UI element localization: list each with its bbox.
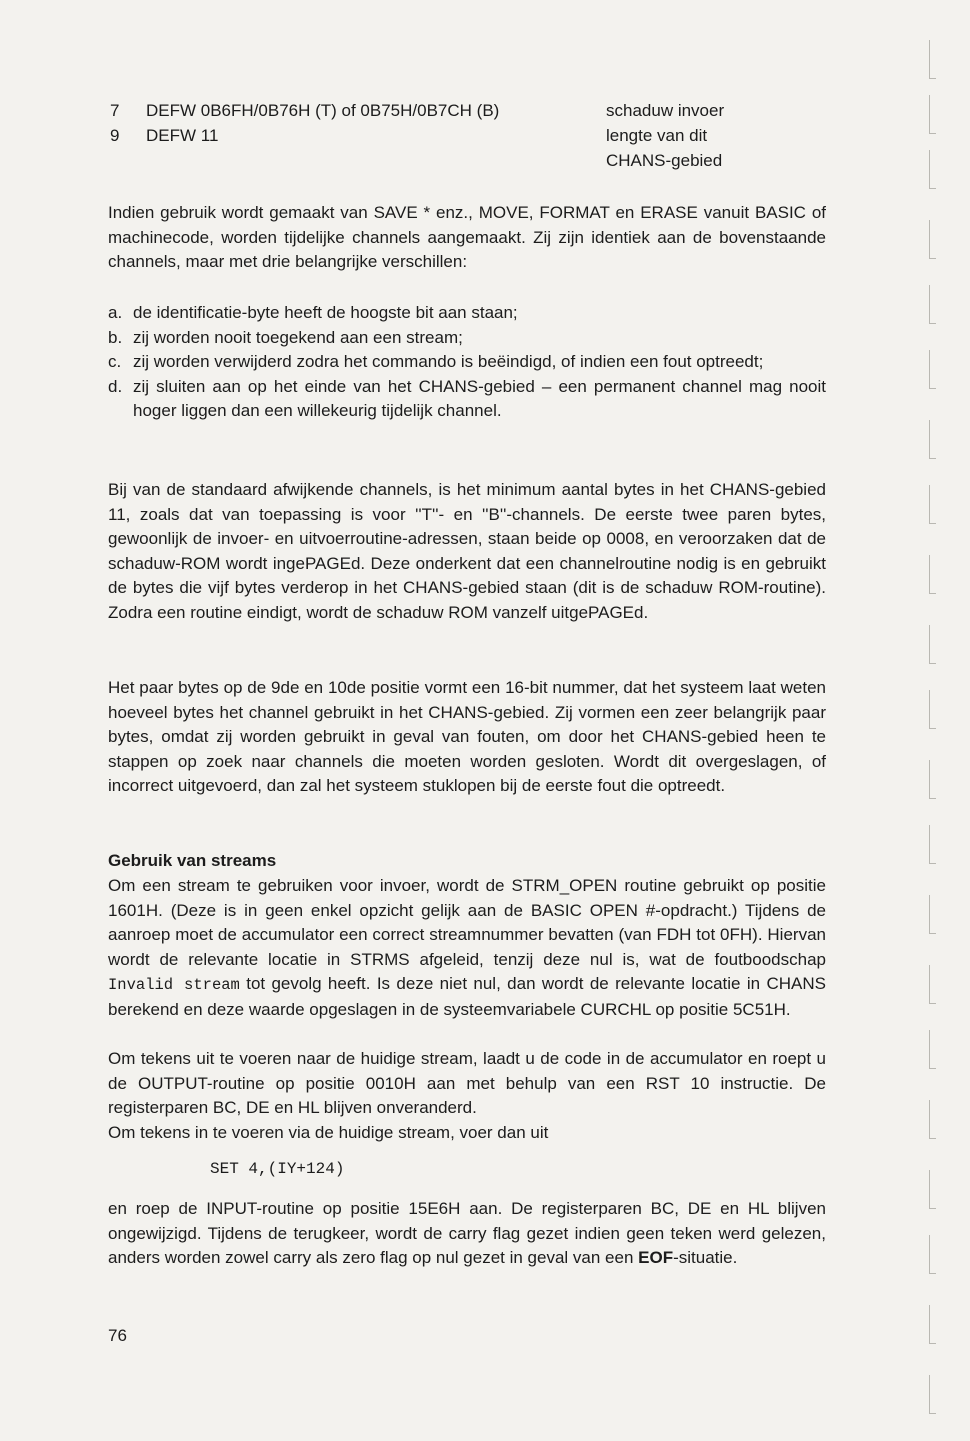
defw-line-continuation: [110, 148, 722, 173]
line-number: 7: [110, 101, 120, 120]
list-item: [108, 326, 826, 351]
streams-paragraph-open: [108, 874, 826, 1022]
list-item-text: zij worden nooit toegekend aan een stream;: [133, 327, 463, 347]
byte-pair-paragraph: Het paar bytes op de 9de en 10de positie vormt een 16-bit nummer, dat het systeem laat weten hoeveel bytes het channel gebruikt in het CHANS-gebied. Zij vormen een zeer belangrijk paar bytes, omdat zij worden gebruikt in geval van fouten, om door het CHANS-gebied heen te stappen op zoek naar channels die moeten worden gesloten. Wordt dit overgeslagen, of incorrect uitgevoerd, dan zal het systeem stuklopen bij de eerste fout die optreedt.: [108, 678, 826, 795]
list-item: [108, 301, 826, 326]
list-marker: a.: [108, 303, 123, 322]
defw-description: schaduw invoer: [606, 101, 725, 120]
streams-paragraph-input: [108, 1197, 826, 1271]
intro-paragraph: Indien gebruik wordt gemaakt van SAVE * enz., MOVE, FORMAT en ERASE vanuit BASIC of machinecode, worden tijdelijke channels aangemaakt. Zij zijn identiek aan de bovenstaande channels, maar met drie belangrijke verschillen:: [108, 203, 826, 271]
list-marker: d.: [108, 376, 123, 396]
defw-description: lengte van dit: [606, 126, 708, 145]
binder-edge: [928, 0, 936, 1441]
list-marker: c.: [108, 352, 122, 371]
defw-line-7: [110, 98, 724, 123]
streams-paragraph-input-intro: Om tekens in te voeren via de huidige stream, voer dan uit: [108, 1123, 549, 1142]
defw-code: DEFW 11: [146, 126, 219, 145]
streams-text: tot gevolg heeft. Is deze niet nul, dan wordt de relevante locatie in CHANS berekend en deze waarde opgeslagen in de systeemvariabele CURCHL op positie 5C51H.: [108, 974, 826, 1019]
code-line: SET 4,(IY+124): [210, 1160, 345, 1178]
streams-text: en roep de INPUT-routine op positie 15E6H aan. De registerparen BC, DE en HL blijven ongewijzigd. Tijdens de terugkeer, wordt de carry flag gezet indien geen teken werd gelezen, anders worden zowel carry als zero flag op nul gezet in geval van een: [108, 1199, 826, 1267]
defw-line-9: [110, 123, 707, 148]
list-item: [108, 350, 826, 375]
line-number: 9: [110, 126, 120, 145]
defw-description: CHANS-gebied: [606, 151, 723, 170]
list-item-text: zij sluiten aan op het einde van het CHANS-gebied – een permanent channel mag nooit hoger liggen dan een willekeurig tijdelijk channel.: [133, 376, 826, 420]
eof-term: EOF: [638, 1248, 674, 1267]
list-item: [108, 375, 826, 424]
defw-code: DEFW 0B6FH/0B76H (T) of 0B75H/0B7CH (B): [146, 101, 500, 120]
streams-text: Om een stream te gebruiken voor invoer, wordt de STRM_OPEN routine gebruikt op positie 1601H. (Deze is in geen enkel opzicht gelijk aan de BASIC OPEN #-opdracht.) Tijdens de aanroep moet de accumulator een correct streamnummer bevatten (van FDH tot 0FH). Hiervan wordt de relevante locatie in STRMS afgeleid, tenzij deze nul is, wat de foutboodschap: [108, 876, 826, 969]
differences-list: [108, 301, 826, 424]
section-heading: Gebruik van streams: [108, 851, 277, 870]
streams-text: -situatie.: [673, 1248, 738, 1267]
streams-paragraph-output: Om tekens uit te voeren naar de huidige stream, laadt u de code in de accumulator en roept u de OUTPUT-routine op positie 0010H aan met behulp van een RST 10 instructie. De registerparen BC, DE en HL blijven onveranderd.: [108, 1049, 826, 1117]
page-number: 76: [108, 1326, 127, 1345]
list-item-text: de identificatie-byte heeft de hoogste bit aan staan;: [133, 303, 518, 322]
list-marker: b.: [108, 327, 123, 347]
list-item-text: zij worden verwijderd zodra het commando is beëindigd, of indien een fout optreedt;: [133, 352, 764, 371]
standard-channels-paragraph: Bij van de standaard afwijkende channels, is het minimum aantal bytes in het CHANS-gebied 11, zoals dat van toepassing is voor ''T''- en ''B''-channels. De eerste twee paren bytes, gewoonlijk de invoer- en uitvoerroutine-adressen, staan beide op 0008, en veroorzaken dat de schaduw-ROM wordt ingePAGEd. Deze onderkent dat een channelroutine nodig is en gebruikt de bytes die vijf bytes verderop in het CHANS-gebied staan (dit is de schaduw ROM-routine). Zodra een routine eindigt, wordt de schaduw ROM vanzelf uitgePAGEd.: [108, 480, 826, 622]
error-message: Invalid stream: [108, 976, 240, 994]
